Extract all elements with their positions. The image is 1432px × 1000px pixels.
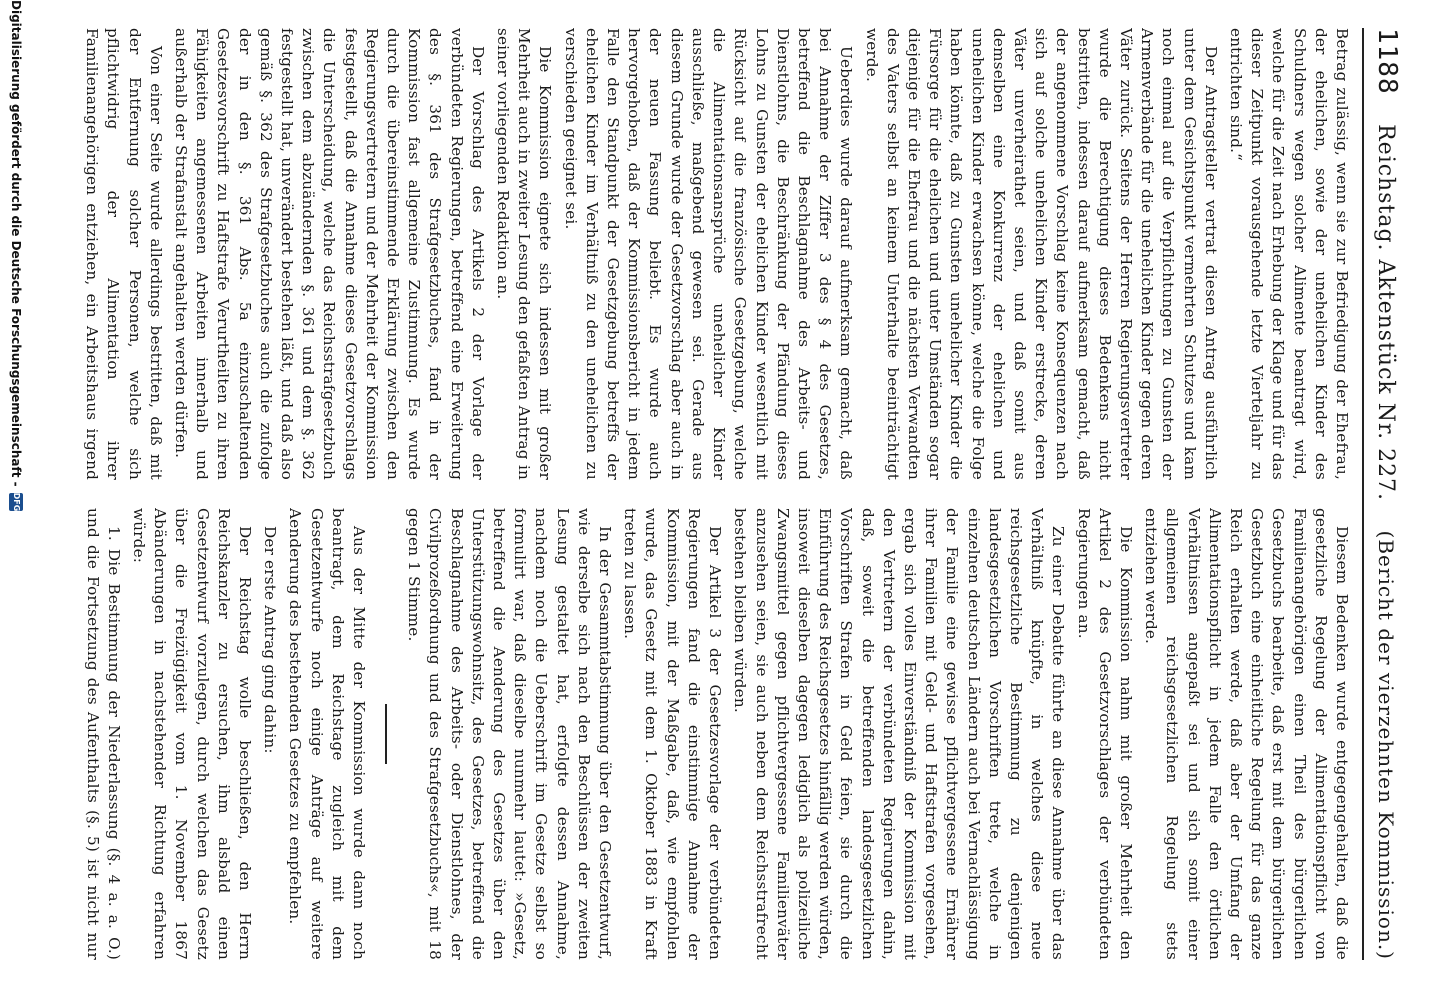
paragraph: Diesem Bedenken wurde entgegengehalten, daß die gesetzliche Regelung der Alimentationspflicht von Familienangehörigen einen Theil des bürgerlichen Gesetzbuchs bearbeite, daß erst mit dem bürgerlichen Gesetzbuch eine einheitliche Regelung für das ganze Reich erhalten werde, daß aber der Umfang der Alimentationspflicht in jedem Falle den örtlichen Verhältnissen angepaßt sei und sich somit einer allgemeinen reichsgesetzlichen Regelung stets entziehen werde.	[1142, 508, 1351, 960]
digitization-footer	[6, 0, 26, 1000]
footer-text: Digitalisierung gefördert durch die Deutsche Forschungsgemeinschaft -	[9, 0, 23, 487]
paragraph: Zu einer Debatte führte an diese Annahme über das Verhältniß knüpfte, in welches diese neue reichsgesetzliche Bestimmung zu denjenigen landesgesetzlichen Vorschriften trete, welche in einzelnen deutschen Ländern auch bei Vernachlässigung der Familie eine gewisse pflichtvergessene Ernährer ihrer Familien mit Geld- und Haftstrafen vorgesehen, ergab sich volles Einverständniß der Kommission mit den Vertretern der verbündeten Regierungen dahin, daß, soweit die betreffenden landesgesetzlichen Vorschriften Strafen in Geld feien, sie durch die Einführung des Reichsgesetzes hinfällig werden würden, insoweit dieselben dagegen lediglich als polizeiliche Zwangsmittel gegen pflichtvergessene Familienväter anzusehen seien, sie auch neben dem Reichsstrafrecht bestehen bleiben würden.	[731, 508, 1068, 960]
paragraph: Der erste Antrag ging dahin:	[261, 526, 280, 754]
paragraph: 1. Die Bestimmung der Niederlassung (§. 4 a. a. O.) und die Fortsetzung des Aufenthalts (§. 5) ist nicht nur	[83, 508, 123, 960]
header-rule	[1362, 28, 1364, 960]
paragraph: In der Gesammtabstimmung über den Gesetzentwurf, wie derselbe sich nach den Beschlüssen der zweiten Lesung gestaltet hat, erfolgte dessen Annahme, nachdem noch die Ueberschrift im Gesetze selbst so formulirt war, daß dieselbe nunmehr lautet: »Gesetz, betreffend die Aenderung des Gesetzes über den Unterstützungswohnsitz, des Gesetzes, betreffend die Beschlagnahme des Arbeits- oder Dienstlohnes, der Civilprozeßordnung und des Strafgesetzbuchs«, mit 18 gegen 1 Stimme.	[405, 508, 615, 960]
page-subtitle: (Bericht der vierzehnten Kommission.)	[1374, 530, 1398, 960]
dfg-logo: DFG	[9, 493, 23, 511]
page-header	[1368, 28, 1402, 960]
paragraph: Der Vorschlag des Artikels 2 der Vorlage der verbündeten Regierungen, betreffend eine Erweiterung des §. 361 des Strafgesetzbuches, fand in der Kommission fast allgemeine Zustimmung. Es wurde durch die übereinstimmende Erklärung zwischen den Regierungsvertretern und der Mehrheit der Kommission festgestellt, daß die Annahme dieses Gesetzvorschlags die Unterscheidung, welche das Reichsstrafgesetzbuch zwischen dem abzuändernden §. 361 und dem §. 362 festgestellt hat, unverändert bestehen läßt, und daß also gemäß §. 362 des Strafgesetzbuches auch die zufolge der in den §. 361 Abs. 5a einzuschaltenden Gesetzesvorschrift zu Haftstrafe Verurtheilten zu ihren Fähigkeiten angemessenen Arbeiten innerhalb und außerhalb der Strafanstalt angehalten werden dürfen.	[172, 28, 487, 480]
paragraph: Betrag zulässig, wenn sie zur Befriedigung der Ehefrau, der ehelichen, sowie der unehelichen Kinder des Schuldners wegen solcher Alimente beantragt wird, welche für die Zeit nach Erhebung der Klage und für das dieser Zeitpunkt vorausgehende letzte Vierteljahr zu entrichten sind.“	[1226, 28, 1351, 480]
page-title: Reichstag. Aktenstück Nr. 227.	[1373, 124, 1398, 502]
right-column	[80, 508, 1352, 960]
text-columns	[80, 28, 1352, 960]
paragraph: Der Antragsteller vertrat diesen Antrag ausführlich unter dem Gesichtspunkt vermehrten Schutzes und kam noch einmal auf die Verpflichtungen zu Gunsten der Armenverbände für die unehelichen Kinder gegen deren Väter zurück. Seitens der Herren Regierungsvertreter wurde die Berechtigung dieses Bedenkens nicht bestritten, indessen darauf aufmerksam gemacht, daß der angenommene Vorschlag keine Konsequenzen nach sich auf solche unehelichen Kinder erstrecke, deren Väter unverheirathet seien, und daß somit aus demselben eine Konkurrenz der ehelichen und unehelichen Kinder erwachsen könne, welche die Folge haben könnte, daß zu Gunsten unehelicher Kinder die Fürsorge für die ehelichen und unter Umständen sogar diejenige für die Ehefrau und die nächsten Verwandten des Vaters selbst an keinem Unterhalte beeinträchtigt werde.	[862, 28, 1220, 480]
paragraph: Aus der Mitte der Kommission wurde dann noch beantragt, dem Reichstage zugleich mit dem Gesetzentwurfe noch einige Anträge auf weitere Aenderung des bestehenden Gesetzes zu empfehlen.	[286, 508, 369, 960]
page-number: 1188	[1372, 28, 1402, 95]
paragraph: Von einer Seite wurde allerdings bestritten, daß mit der Entfernung solcher Personen, welche sich pflichtwidrig der Alimentation ihrer Familienangehörigen entziehen, ein Arbeitshaus irgend	[83, 28, 165, 480]
paragraph: Die Kommission nahm mit großer Mehrheit den Artikel 2 des Gesetzvorschlages der verbündeten Regierungen an.	[1074, 508, 1135, 960]
paragraph: Der Artikel 3 der Gesetzesvorlage der verbündeten Regierungen fand die einstimmige Annahme der Kommission, mit der Maßgabe, daß, wie empfohlen wurde, das Gesetz mit dem 1. Oktober 1883 in Kraft treten zu lassen.	[621, 508, 725, 960]
section-divider	[385, 704, 387, 764]
paragraph: Die Kommission eignete sich indessen mit großer Mehrheit auch in zweiter Lesung den gefaßten Antrag in seiner vorliegenden Redaktion an.	[494, 28, 555, 480]
paragraph: Der Reichstag wolle beschließen, den Herrn Reichskanzler zu ersuchen, ihm alsbald einen Gesetzentwurf vorzulegen, durch welchen das Gesetz über die Freizügigkeit vom 1. November 1867 Abänderungen in nachstehender Richtung erfahren würde:	[130, 508, 255, 960]
left-column	[80, 28, 1352, 480]
paragraph: Ueberdies wurde darauf aufmerksam gemacht, daß bei Annahme der Ziffer 3 des § 4 des Gesetzes, betreffend die Beschlagnahme des Arbeits- und Dienstlohns, die Beschränkung der Pfändung dieses Lohns zu Gunsten der ehelichen Kinder wesentlich mit Rücksicht auf die französische Gesetzgebung, welche die Alimentationsansprüche unehelicher Kinder ausschließe, maßgebend gewesen sei. Gerade aus diesem Grunde wurde der Gesetzvorschlag aber auch in der neuen Fassung beliebt. Es wurde auch hervorgehoben, daß der Kommissionsbericht in jedem Falle den Standpunkt der Gesetzgebung betreffs der ehelichen Kinder im Verhältniß zu den unehelichen zu verschieden geeignet sei.	[561, 28, 856, 480]
